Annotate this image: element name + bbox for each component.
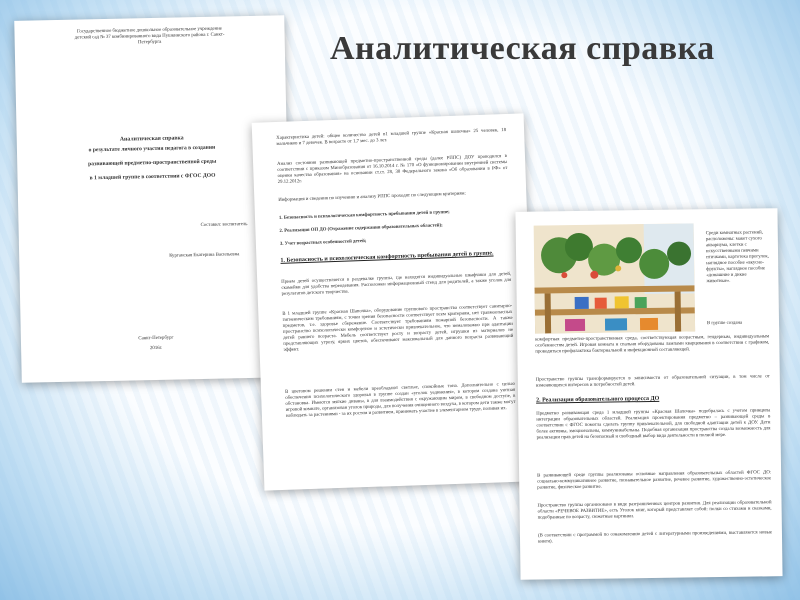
paragraph-analysis: Анализ состояния развивающей предметно-пространственной среды (далее РППС) ДОУ проводился в соответствии с приказом Минобразования от 16.10.2014 г. № 170 «О функционировании внутренней системы оценки качества образования» на основании ст.ст. 28, 30 Федерального закона «Об образовании в РФ» от 29.12.2012г. bbox=[277, 153, 508, 185]
paragraph-children: Характеристика детей: общее количество детей в1 младшей группе «Красная шапочка» 25 человек, 18 мальчиков и 7 девочек. В возрасте от 1,7 мес. до 3 лет. bbox=[276, 127, 507, 148]
photo-caption: Среди комнатных растений, расположены: макет сухого аквариума, клетки с искусственными певчими птичками, картотека прогулок, наглядное пособие «вкусно-фрукты», наглядное пособие «домашние и дикие животные». bbox=[705, 230, 769, 285]
slide-title: Аналитическая справка bbox=[330, 30, 715, 67]
paragraph-integration: Предметно развивающая среда 1 младшей группы «Красная Шапочка» подобралась с учетом принципа интеграции образовательных областей. Реализация проектирования предметно – развивающей среды в соответствии с ФГОС помогла сделать группу привлекательной, для свободной адаптации детей к ДОУ. Дети более активны, эмоциональны, коммуникабельны. Подобная организация пространства создала возможность для реализации прав детей на безопасный и свободный выбор вида деятельности в полной мере. bbox=[536, 408, 771, 441]
paragraph-colors: В цветовом решении стен и мебели преобладают светлые, спокойные тона. Дополнительно с целью обеспечения психологического здоровья в группе создан «уголок уединения», в котором создана уютная обстановка. Имеются мягкие диваны, в для взаимодействия с окружающим миром, в свободном доступе, в игровой комнате, организован уголок природы, для получения очищенного воздуха, в котором дети также могут наблюдать за растениями - за их ростом и развитием, принимать участие в элементарном труде, поливая их. bbox=[284, 381, 516, 419]
author-name: Курганская Екатерина Васильевна bbox=[169, 252, 240, 259]
document-page-content-1 bbox=[252, 113, 537, 490]
paragraph-books: (В соответствии с программой по ознакомлению детей с литературными произведениями, выставляются новые книги). bbox=[537, 530, 772, 545]
paragraph-transform: Пространство группы трансформируется в зависимости от образовательной ситуации, в том числе от изменяющихся интересов и потребностей детей. bbox=[535, 374, 770, 389]
section-heading-2: 2. Реализация образовательного процесса ДО bbox=[536, 395, 660, 404]
criterion-1: 1. Безопасность и психологическая комфортность пребывания детей в группе; bbox=[278, 210, 450, 221]
criterion-3: 3. Учет возрастных особенностей детей; bbox=[279, 238, 367, 247]
doc-title-line-4: в 1 младшей группе в соответствии с ФГОС ДОО bbox=[89, 172, 216, 182]
author-label: Составил: воспитатель bbox=[200, 222, 248, 229]
document-page-content-2 bbox=[515, 208, 782, 580]
paragraph-reception: Прием детей осуществляется в раздевалке группы, где находятся индивидуальные шкафчики для детей, скамейки для удобства переодевания. Расположен информационный стенд для родителей, а также уголок для результатов детского творчества. bbox=[281, 271, 512, 297]
org-name: Государственное бюджетное дошкольное образовательное учреждение детский сад № 37 комбинированного вида Пушкинского района г. Санкт-Петербурга bbox=[74, 26, 225, 46]
photo-caption-continued: В группе создана bbox=[706, 320, 743, 327]
criterion-2: 2. Реализация ОП ДО (Отражение содержания образовательных областей); bbox=[279, 223, 443, 234]
year: 2016г. bbox=[149, 345, 163, 352]
paragraph-fgos-areas: В развивающей среде группы реализованы основные направления образовательных областей ФГОС ДО: социально-коммуникативное развитие, познавательное развитие, речевое развитие, художественно-эстетическое развитие, физическое развитие. bbox=[537, 470, 772, 491]
section-heading-1: 1. Безопасность и психологическая комфортность пребывания детей в группе. bbox=[280, 250, 494, 264]
doc-title-line-3: развивающей предметно-пространственной среды bbox=[88, 158, 217, 168]
city: Санкт-Петербург bbox=[138, 335, 174, 342]
doc-title-line-1: Аналитическая справка bbox=[119, 135, 184, 143]
paragraph-criteria-intro: Информация и сведения по изучению и анализу РППС проходят по следующим критериям: bbox=[278, 191, 466, 203]
doc-title-line-2: о результате личного участия педагога в создании bbox=[88, 144, 216, 154]
group-room-photo bbox=[534, 223, 695, 333]
document-page-title bbox=[14, 15, 292, 383]
paragraph-centers: Пространство группы организовано в виде разграниченных центров развития. Для реализации образовательной области «РЕЧЕВОЕ РАЗВИТИЕ», есть Уголок книг, который представляет собой: полки со стихами и сказками, подобранные по возрасту, сюжетные картинки. bbox=[537, 500, 772, 521]
plants-shelf-image bbox=[534, 223, 695, 333]
paragraph-safety: В 1 младшей группе «Красная Шапочка», оборудование группового пространства соответствует санитарно- гигиеническим требованиям, с точки зрения безопасности соответствует всем критериям, нет травмоопасных предметов, т.е. здоровье сбережение. Соответствует требованиям пожарной безопасности. А также пространство психологически комфортное и эстетически привлекательное, что немаловажно при адаптации детей раннего возраста. Мебель соответствует росту и возрасту детей, игрушки из материалов не представляющих угрозу, ярких цветов, обеспечивают максимальный для данного возраста развивающий эффект. bbox=[282, 303, 514, 353]
paragraph-environment: комфортная предметно-пространственная среда, соответствующая возрастным, гендерным, индивидуальным особенностям детей. Игровая комната и спальня оборудованы лампами кварцевания в соответствии с графиком, проводиться профилактика бактериальной и инфекционной составляющей. bbox=[535, 334, 770, 355]
